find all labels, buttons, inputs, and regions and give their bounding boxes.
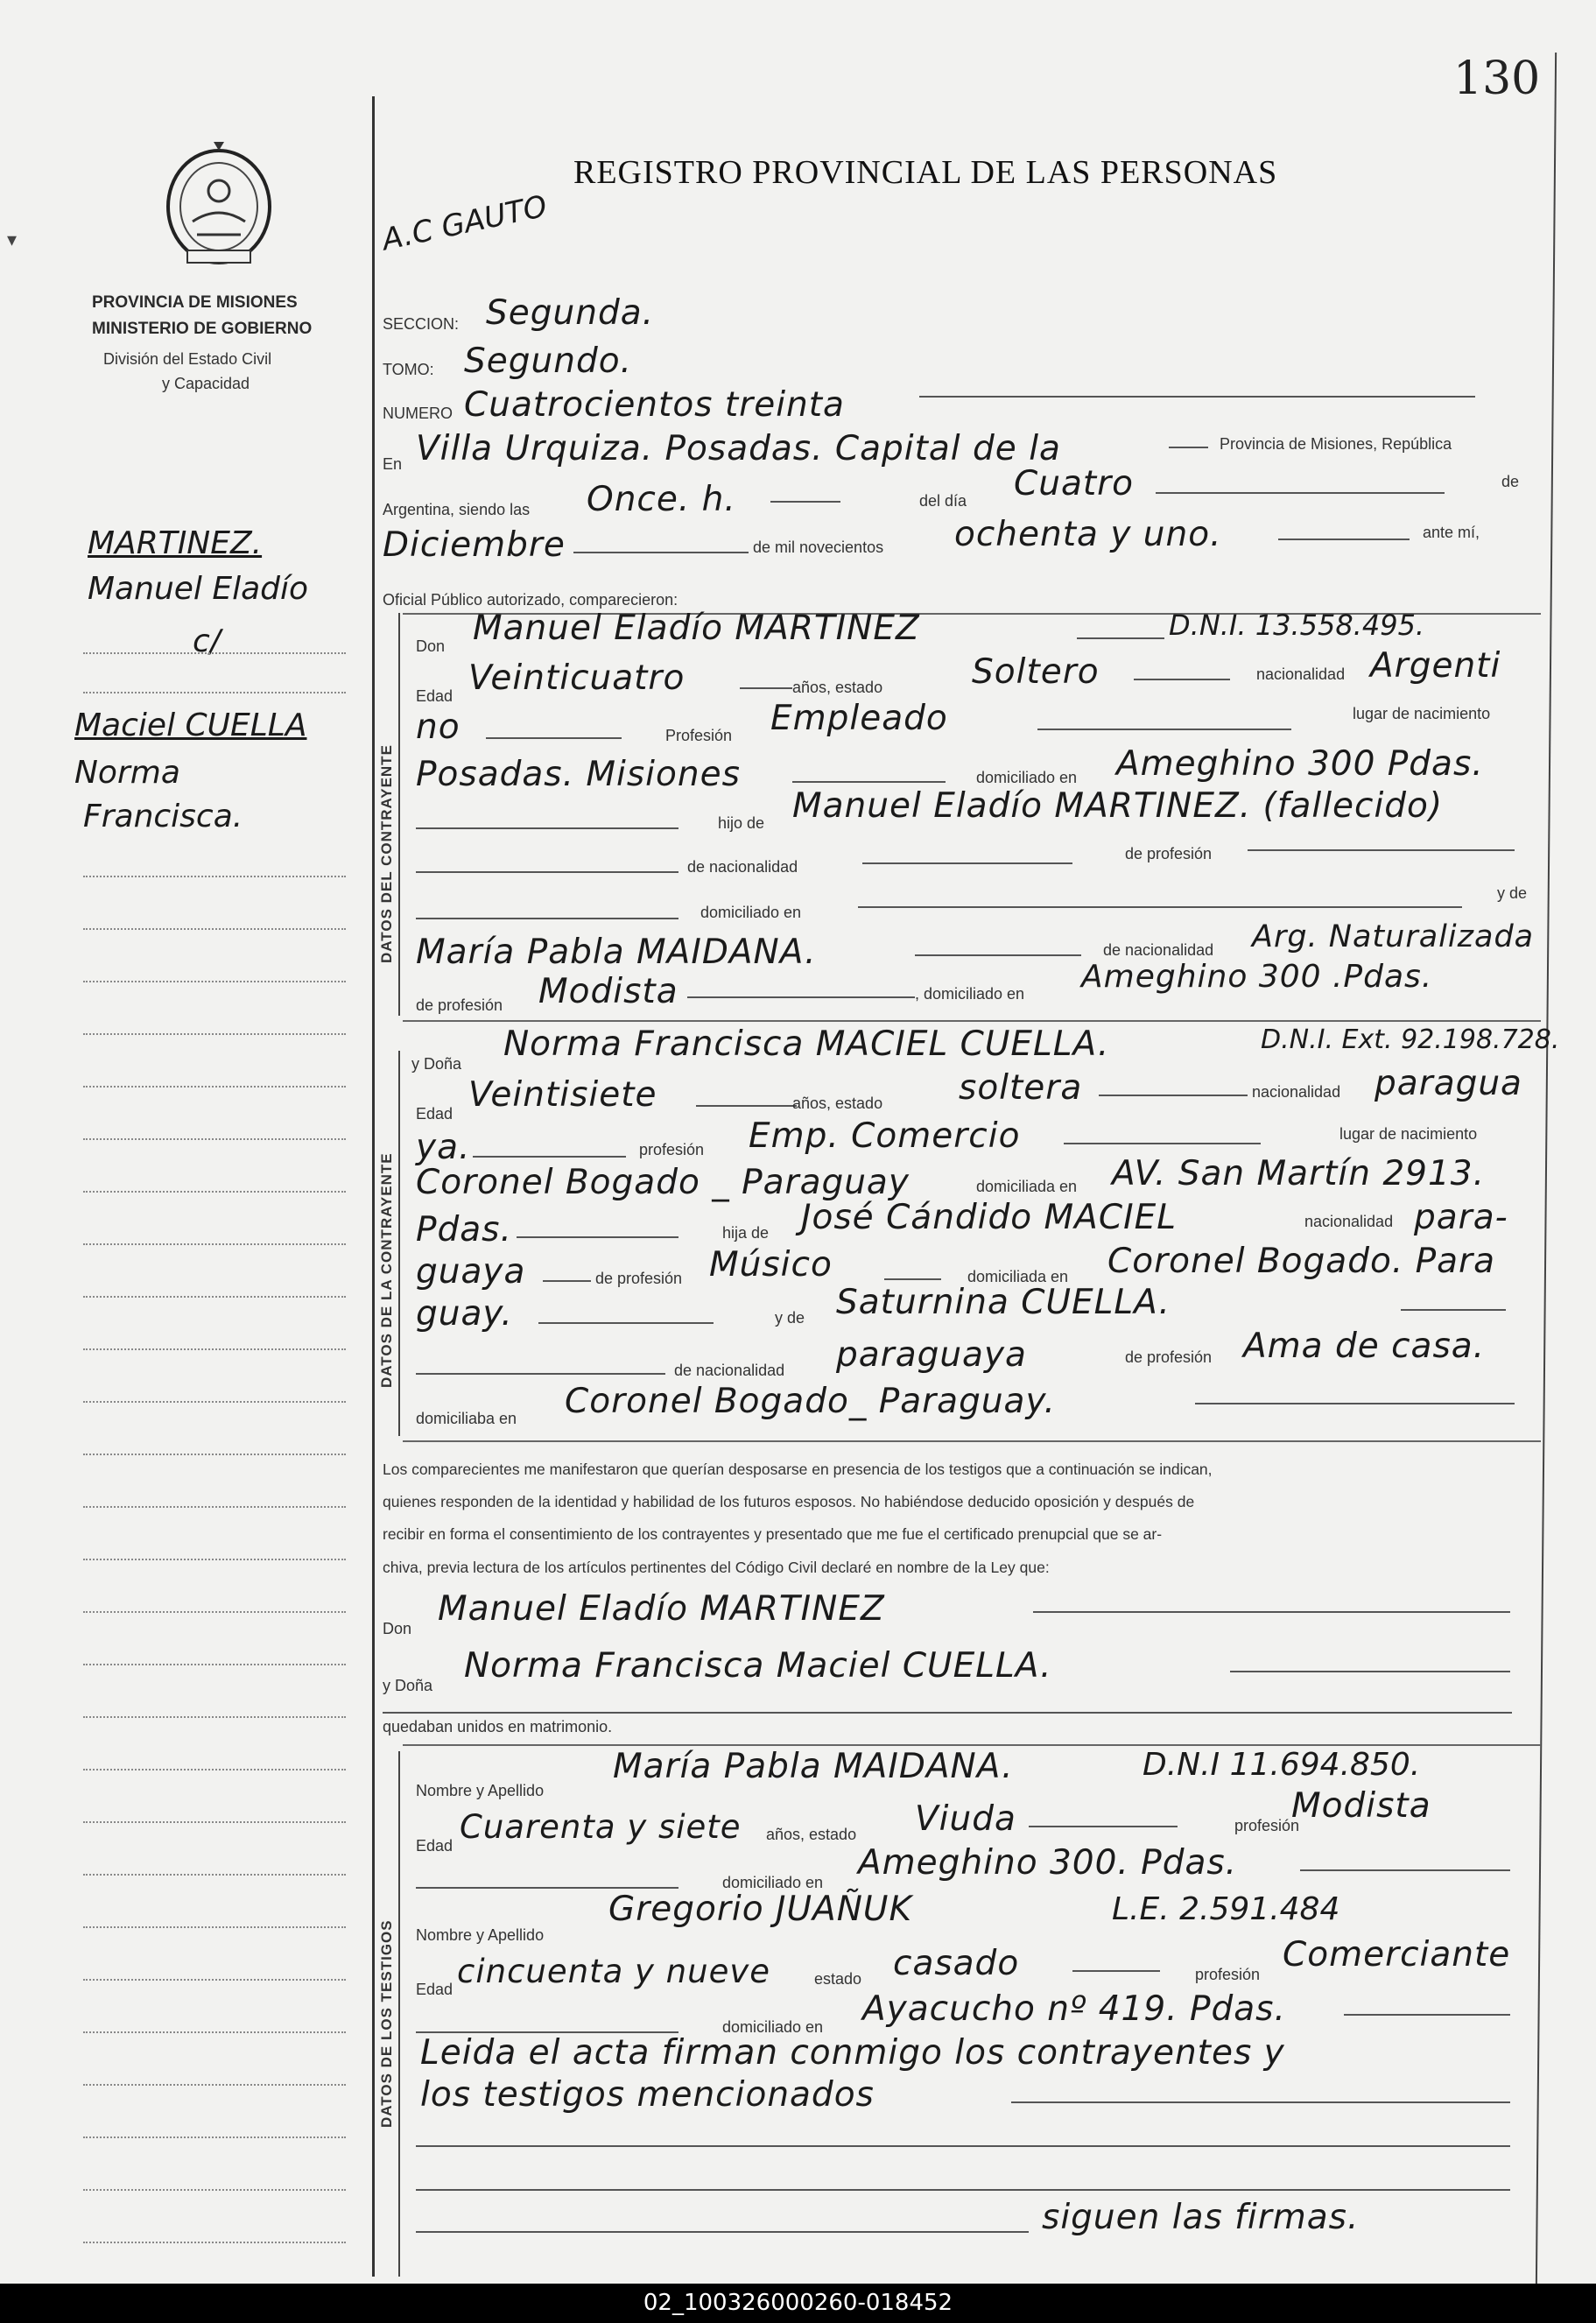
don-estado-value: Soltero — [972, 652, 1100, 692]
image-id-footer: 02_100326000260-018452 — [0, 2284, 1596, 2323]
tomo-label: TOMO: — [383, 361, 434, 378]
oficial-label: Oficial Público autorizado, comparecieron: — [383, 591, 678, 609]
dona-padre-dom-value-2: guay. — [416, 1294, 513, 1334]
don-madre-prof-label: de profesión — [416, 996, 503, 1014]
dona-profesion-label: profesión — [639, 1141, 705, 1158]
dona-nac-value: paragua — [1375, 1064, 1522, 1103]
decl-dona-value: Norma Francisca Maciel CUELLA. — [464, 1646, 1052, 1686]
don-label: Don — [416, 637, 446, 655]
en-label: En — [383, 455, 403, 473]
dona-label: y Doña — [411, 1055, 462, 1073]
dona-nombre-value: Norma Francisca MACIEL CUELLA. — [503, 1024, 1110, 1064]
registry-title: REGISTRO PROVINCIAL DE LAS PERSONAS — [573, 154, 1278, 191]
t2-le-value: L.E. 2.591.484 — [1112, 1891, 1340, 1927]
dona-madre-prof-value: Ama de casa. — [1243, 1327, 1486, 1366]
quedaban-label: quedaban unidos en matrimonio. — [383, 1718, 613, 1735]
mes-value: Diciembre — [383, 525, 566, 565]
t2-estado-value: casado — [893, 1944, 1020, 1983]
y-de-label: y de — [1497, 884, 1528, 902]
closing-line-3: siguen las firmas. — [1042, 2198, 1360, 2237]
don-domicilio-value: Ameghino 300 Pdas. — [1116, 744, 1484, 784]
dona-madre-prof-label: de profesión — [1125, 1348, 1213, 1366]
don-edad-label: Edad — [416, 687, 453, 705]
don-padre-nac-label: de nacionalidad — [687, 858, 798, 876]
don-hijo-label: hijo de — [718, 814, 765, 832]
right-border — [1536, 53, 1557, 2285]
dona-domicilio-value: AV. San Martín 2913. — [1112, 1154, 1485, 1193]
seccion-value: Segunda. — [486, 293, 654, 333]
margin-name-1: Manuel Eladío — [88, 571, 309, 607]
argentina-label: Argentina, siendo las — [383, 501, 531, 518]
division-label-2: y Capacidad — [162, 375, 250, 392]
dona-domicilio-value-2: Pdas. — [416, 1210, 512, 1249]
lugar-value: Villa Urquiza. Posadas. Capital de la — [416, 429, 1061, 468]
don-nac-value-2: no — [416, 707, 461, 747]
hora-value: Once. h. — [587, 480, 736, 519]
section-label-contrayente-dona: DATOS DE LA CONTRAYENTE — [378, 1152, 395, 1388]
t2-prof-label: profesión — [1195, 1966, 1261, 1983]
dona-madre-nac-value: paraguaya — [836, 1335, 1027, 1375]
t2-nombre-label: Nombre y Apellido — [416, 1926, 545, 1944]
t1-nombre-value: María Pabla MAIDANA. — [613, 1747, 1014, 1786]
dona-nac-value-2: ya. — [416, 1128, 471, 1167]
don-edad-value: Veinticuatro — [468, 658, 686, 698]
dona-madre-dom-value: Coronel Bogado_ Paraguay. — [565, 1382, 1056, 1421]
official-stamp: A.C GAUTO — [378, 188, 551, 258]
don-domicilio-label: domiciliado en — [976, 769, 1078, 786]
decl-dona-label: y Doña — [383, 1677, 433, 1694]
don-padre-dom-label: domiciliado en — [700, 904, 802, 921]
t2-dom-label: domiciliado en — [722, 2018, 824, 2036]
don-madre-dom-value: Ameghino 300 .Pdas. — [1081, 959, 1433, 995]
dona-domicilio-label: domiciliada en — [976, 1178, 1078, 1195]
don-lugar-label: lugar de nacimiento — [1353, 705, 1491, 722]
t1-edad-value: Cuarenta y siete — [460, 1808, 742, 1846]
margin-tick-mark: ▾ — [7, 229, 18, 251]
coat-of-arms-seal — [158, 138, 280, 270]
section-label-contrayente: DATOS DEL CONTRAYENTE — [378, 744, 395, 963]
ante-mi-label: ante mí, — [1423, 524, 1480, 541]
t2-prof-value: Comerciante — [1283, 1935, 1511, 1975]
dona-madre-value: Saturnina CUELLA. — [836, 1283, 1171, 1322]
t2-nombre-value: Gregorio JUAÑUK — [608, 1890, 913, 1929]
don-madre-dom-label: , domiciliado en — [915, 985, 1025, 1003]
t2-estado-label: estado — [814, 1970, 862, 1988]
section-label-testigos: DATOS DE LOS TESTIGOS — [378, 1919, 395, 2128]
dona-estado-value: soltera — [959, 1068, 1083, 1108]
seccion-label: SECCION: — [383, 315, 460, 333]
dona-padre-dom-value: Coronel Bogado. Para — [1107, 1242, 1495, 1281]
t1-nombre-label: Nombre y Apellido — [416, 1782, 545, 1799]
division-label: División del Estado Civil — [103, 350, 272, 368]
province-label: PROVINCIA DE MISIONES — [92, 293, 298, 312]
dona-padre-dom-label: domiciliada en — [967, 1268, 1069, 1285]
decl-don-label: Don — [383, 1620, 412, 1637]
t1-prof-value: Modista — [1291, 1786, 1431, 1826]
margin-name-2a: Norma — [74, 755, 180, 791]
dona-madre-dom-label: domiciliaba en — [416, 1410, 517, 1427]
t2-edad-label: Edad — [416, 1981, 453, 1998]
dona-padre-nac-value: para- — [1414, 1198, 1508, 1237]
t1-estado-value: Viuda — [915, 1799, 1016, 1839]
tomo-value: Segundo. — [464, 341, 632, 381]
ano-value: ochenta y uno. — [954, 515, 1222, 554]
don-madre-nac-label: de nacionalidad — [1103, 941, 1214, 959]
numero-label: NUMERO — [383, 405, 453, 422]
dona-nac-label: nacionalidad — [1252, 1083, 1341, 1101]
t1-edad-label: Edad — [416, 1837, 453, 1855]
legal-text-line-4: chiva, previa lectura de los artículos pertinentes del Código Civil declaré en nombre de la Ley que: — [383, 1559, 1050, 1576]
t2-dom-value: Ayacucho nº 419. Pdas. — [862, 1989, 1286, 2029]
legal-text-line-1: Los comparecientes me manifestaron que querían desposarse en presencia de los testigos que a continuación se indican, — [383, 1461, 1213, 1478]
don-profesion-label: Profesión — [665, 727, 733, 744]
dona-padre-nac-label: nacionalidad — [1304, 1213, 1394, 1230]
dona-madre-nac-label: de nacionalidad — [674, 1362, 785, 1379]
margin-name-2b: Francisca. — [83, 799, 243, 834]
dona-dni-value: D.N.I. Ext. 92.198.728. — [1261, 1024, 1560, 1055]
dona-lugar-value: Coronel Bogado _ Paraguay — [416, 1163, 910, 1202]
don-madre-value: María Pabla MAIDANA. — [416, 933, 817, 972]
dona-profesion-value: Emp. Comercio — [749, 1116, 1021, 1156]
don-nombre-value: Manuel Eladío MARTINEZ — [473, 609, 920, 648]
don-madre-prof-value: Modista — [538, 972, 678, 1011]
don-nac-label: nacionalidad — [1256, 665, 1346, 683]
t1-dni-value: D.N.I 11.694.850. — [1143, 1747, 1421, 1783]
don-profesion-value: Empleado — [770, 699, 948, 738]
dona-hija-label: hija de — [722, 1224, 770, 1242]
dona-lugar-label: lugar de nacimiento — [1339, 1125, 1478, 1143]
dona-estado-label: años, estado — [792, 1095, 883, 1112]
t2-edad-value: cincuenta y nueve — [457, 1953, 771, 1990]
t1-estado-label: años, estado — [766, 1826, 857, 1843]
decl-don-value: Manuel Eladío MARTINEZ — [438, 1589, 885, 1629]
ministry-label: MINISTERIO DE GOBIERNO — [92, 320, 313, 338]
dona-padre-value: José Cándido MACIEL — [801, 1198, 1177, 1237]
don-lugar-value: Posadas. Misiones — [416, 755, 741, 794]
margin-surname-1: MARTINEZ. — [88, 525, 263, 561]
don-estado-label: años, estado — [792, 679, 883, 696]
dona-y-de-label: y de — [775, 1309, 805, 1327]
legal-text-line-3: recibir en forma el consentimiento de los contrayentes y presentado que me fue el certificado prenupcial que se ar- — [383, 1525, 1163, 1543]
don-padre-value: Manuel Eladío MARTINEZ. (fallecido) — [792, 786, 1444, 826]
de-mil-label: de mil novecientos — [753, 539, 884, 556]
de-label: de — [1501, 473, 1520, 490]
provincia-label: Provincia de Misiones, República — [1220, 435, 1452, 453]
don-padre-prof-label: de profesión — [1125, 845, 1213, 862]
margin-conjunction: c/ — [193, 623, 221, 659]
closing-line-2: los testigos mencionados — [420, 2075, 875, 2115]
dona-padre-prof-value: Músico — [709, 1245, 833, 1285]
margin-surname-2: Maciel CUELLA — [74, 707, 307, 743]
dia-value: Cuatro — [1014, 464, 1135, 503]
page-number: 130 — [1453, 53, 1541, 105]
don-madre-nac-value: Arg. Naturalizada — [1252, 919, 1535, 954]
dona-edad-value: Veintisiete — [468, 1075, 657, 1115]
legal-text-line-2: quienes responden de la identidad y habilidad de los futuros esposos. No habiéndose deducido oposición y después de — [383, 1493, 1195, 1510]
dona-edad-label: Edad — [416, 1105, 453, 1123]
closing-line-1: Leida el acta firman conmigo los contrayentes y — [420, 2033, 1285, 2073]
t1-dom-value: Ameghino 300. Pdas. — [858, 1843, 1238, 1883]
dona-padre-nac-value-2: guaya — [416, 1252, 526, 1292]
dona-padre-prof-label: de profesión — [595, 1270, 683, 1287]
margin-line — [372, 96, 375, 2277]
numero-value: Cuatrocientos treinta — [464, 385, 845, 425]
del-dia-label: del día — [919, 492, 967, 510]
don-dni-value: D.N.I. 13.558.495. — [1169, 609, 1425, 642]
don-nac-value: Argenti — [1370, 646, 1501, 686]
t1-dom-label: domiciliado en — [722, 1874, 824, 1891]
t1-prof-label: profesión — [1234, 1817, 1300, 1834]
